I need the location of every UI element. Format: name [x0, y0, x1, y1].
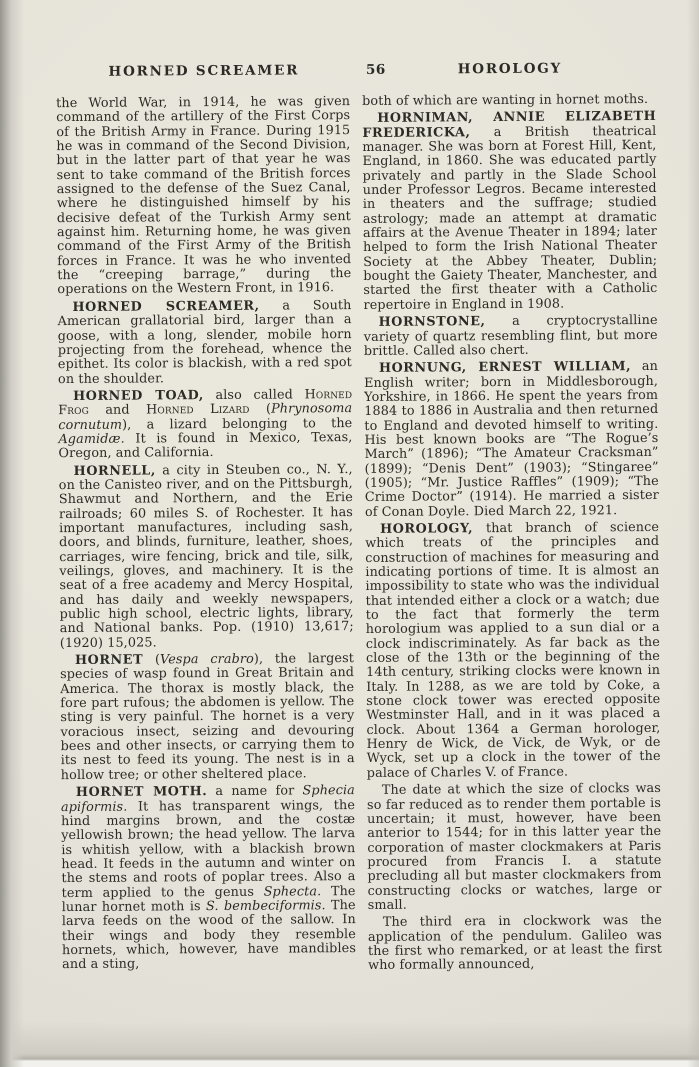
entry-text: a British theatrical manager. She was born at Forest Hill, Kent, England, in 1860. She was educated partly privately and partly in the Slade School under Professor Legros. Became interested in theaters and the suffrage; studied astrology; made an attempt at dramatic affairs at the Avenue Theater in 1894; later helped to form the Irish National Theater Society at the Abbey Theater, Dublin; bought the Gaiety Theater, Manchester, and started the first theater with a Catholic repertoire in England in 1908. [362, 123, 658, 313]
header-left-title: HORNED SCREAMER [108, 62, 300, 80]
text-columns [56, 93, 662, 979]
entry-text: a South American grallatorial bird, larger than a goose, with a long, slender, mobile horn projecting from the forehead, whence the epithet. Its color is blackish, with a red spot on the shoulder. [57, 297, 352, 387]
entry-paragraph [58, 388, 352, 462]
entry-paragraph [364, 314, 658, 359]
entry-headword: HOROLOGY, [380, 521, 474, 537]
entry-paragraph [61, 784, 356, 973]
entry-headword: HORNET MOTH. [75, 784, 208, 801]
column-left [56, 95, 356, 979]
entry-text: ), a lizard belonging to the [122, 415, 353, 433]
entry-headword: HORNED SCREAMER, [72, 298, 260, 315]
entry-text: Agamidæ. [58, 431, 125, 448]
entry-text: It is found in Mexico, Texas, Oregon, and California. [58, 429, 353, 462]
entry-headword: HORNED TOAD, [73, 387, 204, 404]
entry-paragraph [365, 521, 661, 781]
header-right-title: HOROLOGY [457, 60, 563, 78]
entry-headword: HORNSTONE, [378, 314, 486, 331]
entry-text: an English writer; born in Middlesborough, Yorkshire, in 1866. He spent the years from 1884 to 1886 in Australia and then returned to England and devoted himself to writing. His best known books are “The Rogue’s March” (1896); “The Amateur Cracksman” (1899); “Denis Dent” (1903); “Stingaree” (1905); “Mr. Justice Raffles” (1909); “The Crime Doctor” (1914). He married a sister of Conan Doyle. Died March 22, 1921. [363, 359, 659, 520]
entry-paragraph [362, 110, 657, 313]
entry-text: Sphecia apiformis. [60, 783, 355, 815]
entry-paragraph [56, 95, 351, 298]
page-number: 56 [365, 61, 386, 78]
entry-paragraph [364, 360, 659, 520]
entry-text: Phrynosoma cornutum [58, 401, 353, 433]
entry-paragraph [367, 782, 662, 913]
entry-text: ( [143, 652, 161, 668]
entry-text: a name for [207, 783, 303, 800]
entry-paragraph [59, 463, 354, 652]
entry-text: S. bembeciformis. [205, 898, 326, 914]
entry-text: The larva feeds on the wood of the sallow. In their wings and body they resemble hornets, which, however, have mandibles and a sting, [61, 897, 357, 973]
entry-text: both of which are wanting in hornet moths. [362, 91, 649, 109]
entry-text: It has transparent wings, the hind margins brown, and the costæ yellowish brown; the head yellow. The larva is whitish yellow, with a blackish brown head. It feeds in the autumn and winter on the stems and roots of poplar trees. Also a term applied to the genus [61, 797, 356, 901]
entry-text: a cryptocrystalline variety of quartz resembling flint, but more brittle. Called also chert. [363, 313, 658, 359]
entry-headword: HORNUNG, ERNEST WILLIAM, [378, 359, 632, 377]
page-content [56, 60, 662, 979]
entry-text: Sphecta. [263, 883, 322, 900]
entry-text: also called [203, 387, 305, 403]
entry-text: the World War, in 1914, he was given command of the artillery of the First Corps of the British Army in France. During 1915 he was in command of the Second Division, but in the latter part of that year he was sent to take command of the British forces assigned to the defense of the Suez Canal, where he distinguished himself by his decisive defeat of the Turkish Army sent against him. Returning home, he was given command of the First Army of the British forces in France. It was he who invented the “creeping barrage,” during the operations on the Western Front, in 1916. [56, 94, 352, 298]
entry-text: Horned Lizard [146, 401, 250, 418]
entry-text: Horned Frog [58, 386, 353, 419]
entry-text: ), the largest species of wasp found in Great Britain and America. The thorax is mostly black, the fore part rufous; the abdomen is yellow. The sting is very painful. The hornet is a very voracious insect, seizing and devouring bees and other insects, or carrying them to its nest to feed its young. The nest is in a hollow tree; or other sheltered place. [60, 651, 355, 783]
entry-paragraph [60, 652, 355, 783]
entry-text: Vespa crabro [159, 651, 254, 668]
entry-text: a city in Steuben co., N. Y., on the Canisteo river, and on the Pittsburgh, Shawmut and Northern, and the Erie railroads; 60 miles S. of Rochester. It has important manufactures, including sash, doors, and blinds, furniture, leather, shoes, carriages, wire fencing, brick and tile, silk, veilings, gloves, and machinery. It is the seat of a free academy and Mercy Hospital, and has daily and weekly newspapers, public high school, electric lights, library, and National banks. Pop. (1910) 13,617; (1920) 15,025. [58, 461, 354, 651]
entry-headword: HORNELL, [73, 463, 156, 479]
entry-text: The date at which the size of clocks was so far reduced as to render them portable is uncertain; it must, however, have been anterior to 1544; for in this latter year the corporation of master clockmakers at Paris procured from Francis I. a statute precluding all but master clockmakers from constructing clocks or watches, large or small. [366, 781, 662, 913]
entry-paragraph [362, 93, 656, 109]
entry-headword: HORNET [74, 652, 144, 669]
entry-text: The third era in clockwork was the application of the pendulum. Galileo was the first who remarked, or at least the first who formally announced, [367, 913, 663, 974]
entry-headword: HORNIMAN, ANNIE ELIZABETH FREDERICKA, [362, 109, 657, 141]
entry-text: The lunar hornet moth is [61, 883, 356, 915]
running-header [56, 60, 656, 88]
entry-paragraph [368, 914, 662, 973]
column-right [362, 93, 662, 977]
entry-text: and [88, 402, 147, 419]
entry-paragraph [57, 299, 352, 387]
entry-text: ( [249, 401, 272, 417]
entry-text: that branch of science which treats of the principles and construction of machines for measuring and indicating portions of time. It is almost an impossibility to state who was the individual that intended either a clock or a watch; due to the fact that formerly the term horologium was applied to a sun dial or a clock indiscriminately. As far back as the close of the 13th or the beginning of the 14th century, striking clocks were known in Italy. In 1288, as we are told by Coke, a stone clock tower was erected opposite Westminster Hall, and in it was placed a clock. About 1364 a German horologer, Henry de Wick, de Vick, de Wyk, or de Wyck, set up a clock in the tower of the palace of Charles V. of France. [365, 519, 661, 781]
